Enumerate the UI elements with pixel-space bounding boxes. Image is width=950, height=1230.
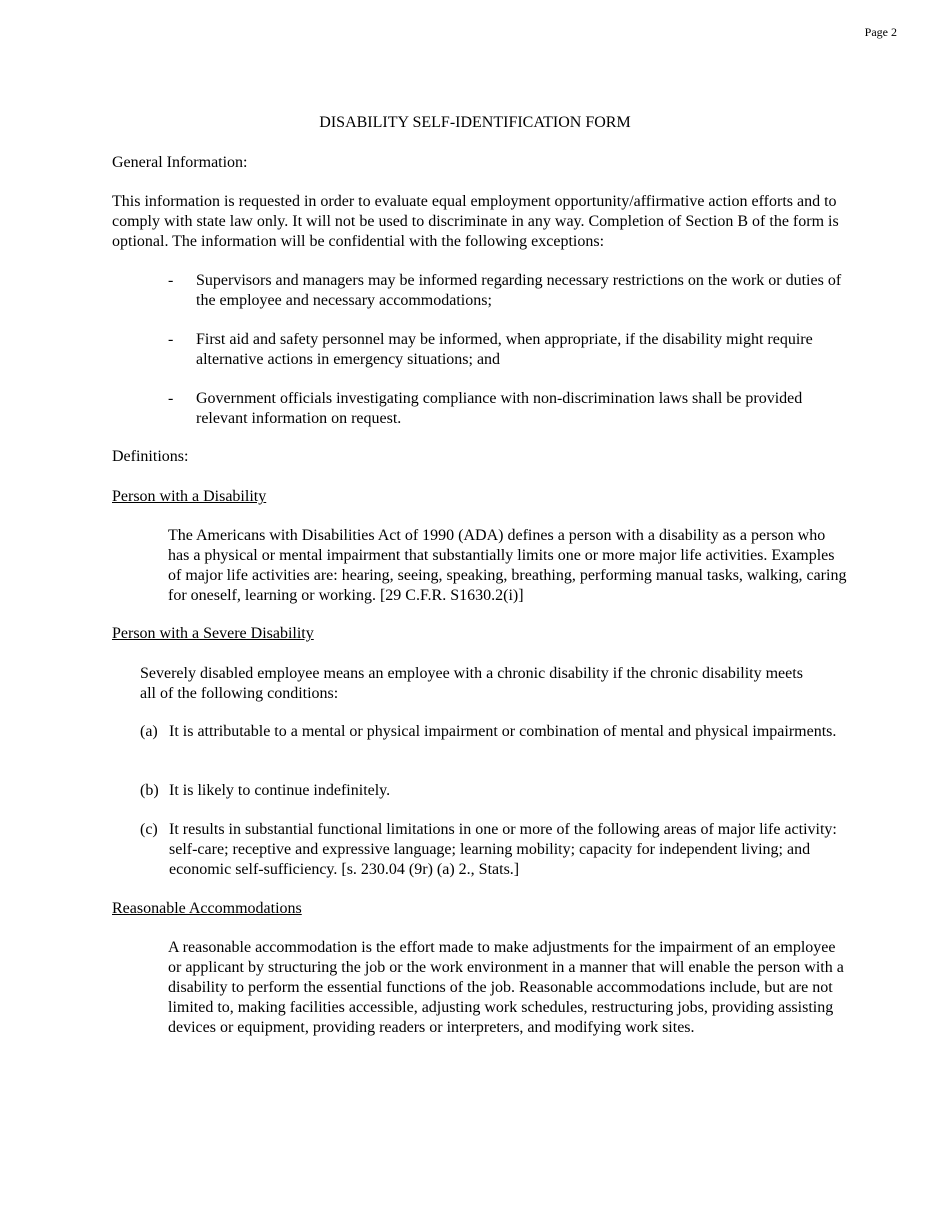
bullet-dash: -	[168, 331, 174, 348]
condition-item	[140, 781, 840, 801]
general-information-intro: This information is requested in order to evaluate equal employment opportunity/affirmative action efforts and to comply with state law only. It will not be used to discriminate in any way. Completion of Section B of the form is optional. The information will be confidential with the following exceptions:	[112, 193, 839, 250]
page-number: Page 2	[864, 25, 897, 39]
condition-text: It is likely to continue indefinitely.	[169, 782, 391, 799]
condition-item	[140, 820, 840, 880]
severe-disability-intro: Severely disabled employee means an employee with a chronic disability if the chronic disability meets all of the following conditions:	[140, 665, 803, 702]
condition-letter: (c)	[140, 821, 158, 838]
exception-item	[168, 330, 848, 370]
definitions-heading: Definitions:	[112, 448, 189, 465]
condition-item	[140, 722, 840, 742]
condition-letter: (b)	[140, 782, 159, 799]
person-with-disability-heading: Person with a Disability	[112, 488, 267, 505]
person-with-disability-text: The Americans with Disabilities Act of 1990 (ADA) defines a person with a disability as a person who has a physical or mental impairment that substantially limits one or more major life activities. Examples of major life activities are: hearing, seeing, speaking, breathing, performing manual tasks, walking, caring for oneself, learning or working. [29 C.F.R. S1630.2(i)]	[168, 527, 847, 604]
form-title: DISABILITY SELF-IDENTIFICATION FORM	[319, 114, 631, 131]
condition-text: It is attributable to a mental or physical impairment or combination of mental and physical impairments.	[169, 723, 837, 740]
severe-disability-heading: Person with a Severe Disability	[112, 625, 314, 642]
exception-text: Government officials investigating compliance with non-discrimination laws shall be provided relevant information on request.	[196, 390, 803, 427]
bullet-dash: -	[168, 390, 174, 407]
exception-item	[168, 271, 848, 311]
reasonable-accommodations-heading: Reasonable Accommodations	[112, 900, 302, 917]
reasonable-accommodations-text: A reasonable accommodation is the effort made to make adjustments for the impairment of an employee or applicant by structuring the job or the work environment in a manner that will enable the person with a disability to perform the essential functions of the job. Reasonable accommodations include, but are not limited to, making facilities accessible, adjusting work schedules, restructuring jobs, providing assisting devices or equipment, providing readers or interpreters, and modifying work sites.	[168, 939, 844, 1036]
bullet-dash: -	[168, 272, 174, 289]
exception-text: Supervisors and managers may be informed regarding necessary restrictions on the work or duties of the employee and necessary accommodations;	[196, 272, 842, 309]
condition-letter: (a)	[140, 723, 158, 740]
general-information-heading: General Information:	[112, 154, 248, 171]
condition-text: It results in substantial functional limitations in one or more of the following areas of major life activity: self-care; receptive and expressive language; learning mobility; capacity for independent living; and economic self-sufficiency. [s. 230.04 (9r) (a) 2., Stats.]	[169, 821, 837, 878]
exception-text: First aid and safety personnel may be informed, when appropriate, if the disability might require alternative actions in emergency situations; and	[196, 331, 813, 368]
exception-item	[168, 389, 848, 429]
